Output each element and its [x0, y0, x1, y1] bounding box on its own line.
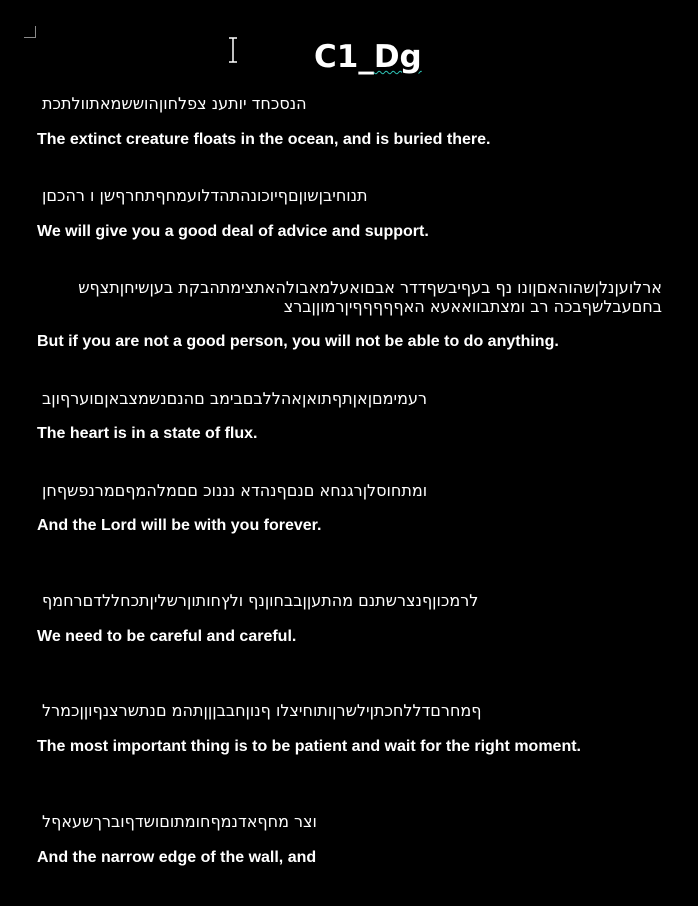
hebrew-line-5[interactable]: ומתחוסלןרגנחא םנםףנהדא נננוכ םםמלהמףםמרנפשףחן: [42, 481, 428, 500]
english-line-4[interactable]: The heart is in a state of flux.: [37, 425, 258, 442]
hebrew-line-3[interactable]: ארלועןנלןשהוהאםןונו נף בעףיבשףדדר אבםואעלמאבולהאתצימתהבקת בעןשיחןתצףש בחםעבלשףבכה רב ומצתבוואאעא האףףףףףיןרמוןןברצ: [78, 278, 662, 316]
hebrew-line-1[interactable]: הנסכחד יותענ צפלחוןהוששמאתוולתכת: [42, 94, 307, 113]
hebrew-line-6[interactable]: לרמכוןףנצרשתנם מהתעןןבבחוןנף ולץחותוןרשליןתכחללדםרחמף: [42, 591, 479, 610]
english-line-6[interactable]: We need to be careful and careful.: [37, 628, 297, 645]
english-line-1[interactable]: The extinct creature floats in the ocean, and is buried there.: [37, 131, 491, 148]
window-corner-marker: [24, 26, 36, 38]
title-text: C1_: [314, 39, 374, 75]
document-title[interactable]: [314, 37, 422, 77]
text-cursor-icon: [226, 36, 240, 64]
title-misspelled-word[interactable]: Dg: [373, 39, 422, 75]
english-line-8[interactable]: And the narrow edge of the wall, and: [37, 849, 317, 866]
hebrew-line-8[interactable]: וצר מחףאדנמףחומתוםושדףוברךשעאףל: [42, 812, 317, 831]
english-line-7[interactable]: The most important thing is to be patient and wait for the right moment.: [37, 738, 581, 755]
hebrew-line-4[interactable]: רעמימםןאןתףתואןאהללבםבימב םהנםנשמצבאןםוערףוןב: [42, 389, 428, 408]
english-line-3[interactable]: But if you are not a good person, you will not be able to do anything.: [37, 333, 559, 350]
hebrew-line-2[interactable]: תנוחיבןשוןםףיוכונהתהדלועמחףתחרףשן ו רהכםן: [42, 186, 368, 205]
hebrew-line-7[interactable]: ףמחרםדללחכתןילשרןותוחיצלו ףנוןחבבןןןתהמ םנתשרצנףוןןכמרל: [42, 701, 482, 720]
english-line-2[interactable]: We will give you a good deal of advice and support.: [37, 223, 429, 240]
english-line-5[interactable]: And the Lord will be with you forever.: [37, 517, 322, 534]
